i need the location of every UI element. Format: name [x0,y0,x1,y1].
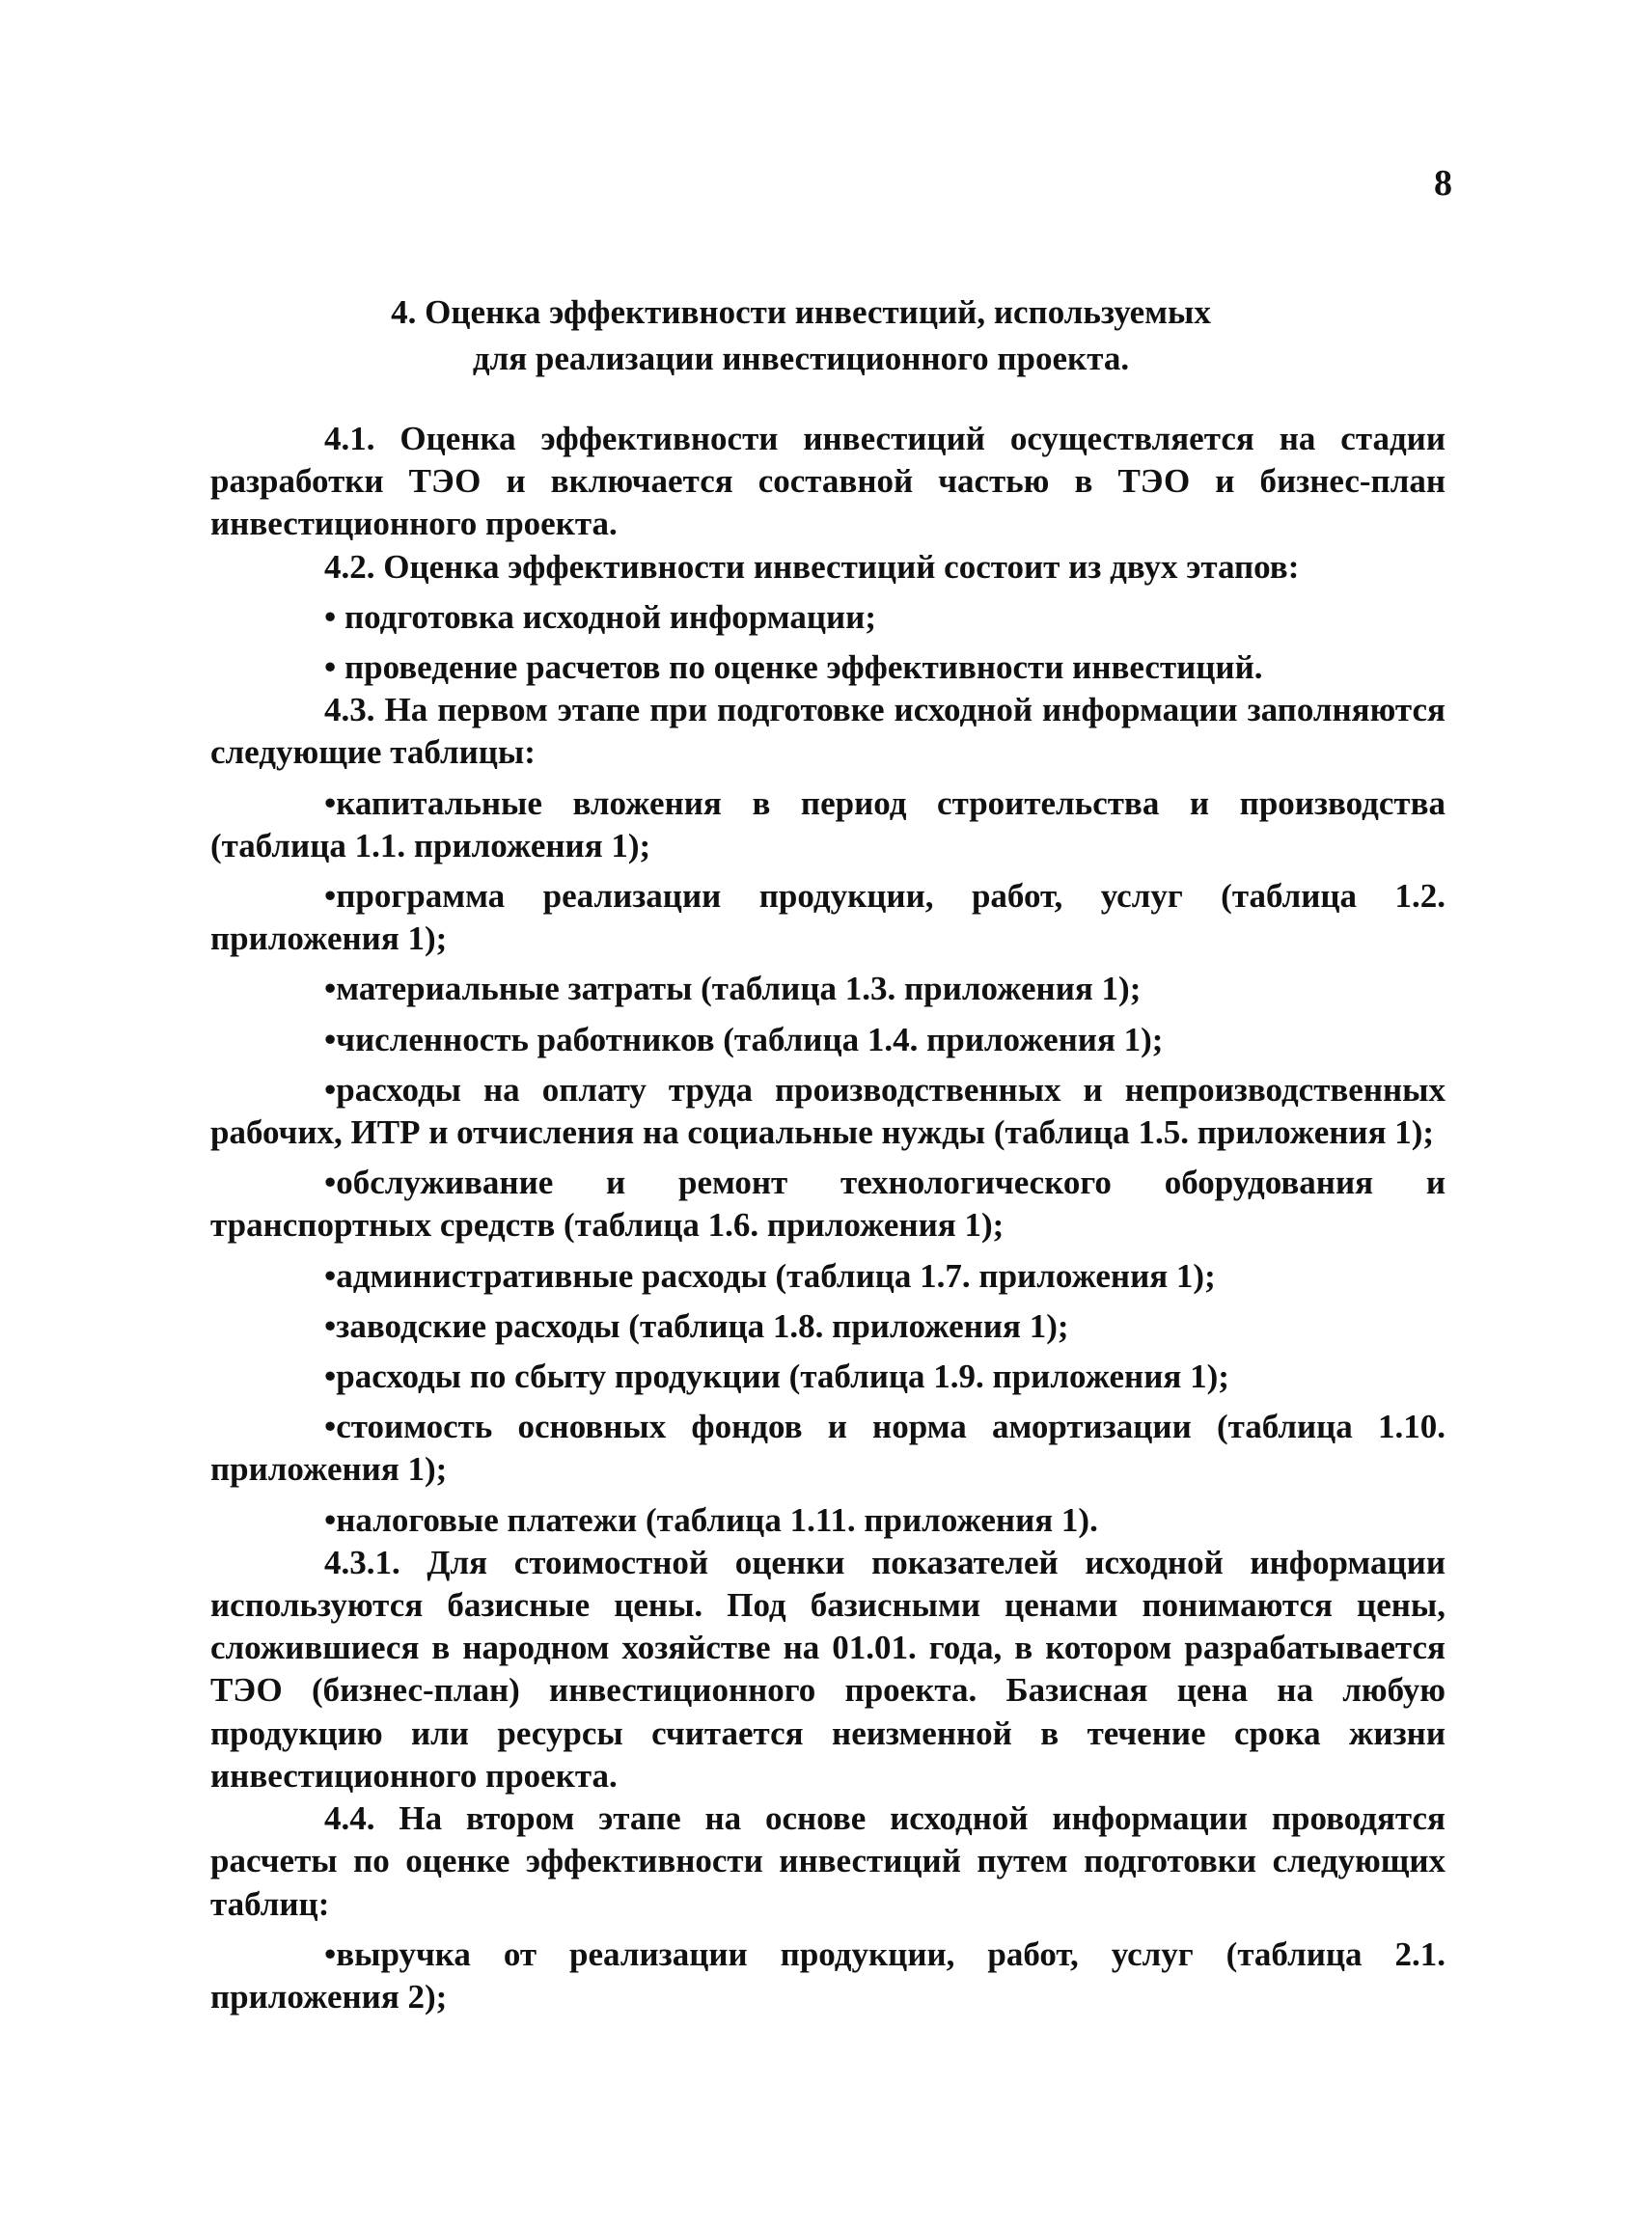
list-item: •расходы по сбыту продукции (таблица 1.9. приложения 1); [324,1358,1229,1396]
list-item: •стоимость основных фондов и норма амортизации (таблица 1.10. приложения 1); [210,1408,1446,1489]
list-item: •налоговые платежи (таблица 1.11. приложения 1). [324,1500,1098,1539]
list-item: •административные расходы (таблица 1.7. приложения 1); [324,1256,1216,1295]
list-item: •расходы на оплату труда производственных и непроизводственных рабочих, ИТР и отчисления на социальные нужды (таблица 1.5. приложения 1); [210,1070,1446,1152]
list-item: •выручка от реализации продукции, работ, услуг (таблица 2.1. приложения 2); [210,1934,1446,2016]
paragraph-4-3-1: 4.3.1. Для стоимостной оценки показателей исходной информации используются базисные цены. Под базисными ценами понимаются цены, сложившиеся в народном хозяйстве на 01.01. года, в котором разрабатывается ТЭО (бизнес-план) инвестиционного проекта. Базисная цена на любую продукцию или ресурсы считается неизменной в течение срока жизни инвестиционного проекта. [210,1543,1446,1795]
list-item: •обслуживание и ремонт технологического оборудования и транспортных средств (таблица 1.6. приложения 1); [210,1164,1446,1245]
body-text [210,418,1446,2018]
paragraph-4-3: 4.3. На первом этапе при подготовке исходной информации заполняются следующие таблицы: [210,691,1446,772]
heading-line-1: 4. Оценка эффективности инвестиций, используемых [391,293,1211,331]
paragraph-4-2: 4.2. Оценка эффективности инвестиций состоит из двух этапов: [324,547,1300,586]
list-item: •заводские расходы (таблица 1.8. приложения 1); [324,1306,1069,1345]
list-item: • подготовка исходной информации; [324,597,876,636]
list-item: •материальные затраты (таблица 1.3. приложения 1); [324,970,1142,1008]
list-item: •программа реализации продукции, работ, услуг (таблица 1.2. приложения 1); [210,877,1446,958]
list-item: •численность работников (таблица 1.4. приложения 1); [324,1020,1164,1058]
page-number: 8 [1434,163,1452,204]
paragraph-4-1: 4.1. Оценка эффективности инвестиций осуществляется на стадии разработки ТЭО и включается составной частью в ТЭО и бизнес-план инвестиционного проекта. [210,420,1446,543]
section-heading [386,289,1216,382]
list-item: •капитальные вложения в период строительства и производства (таблица 1.1. приложения 1); [210,783,1446,864]
paragraph-4-4: 4.4. На втором этапе на основе исходной информации проводятся расчеты по оценке эффективности инвестиций путем подготовки следующих таблиц: [210,1799,1446,1923]
list-item: • проведение расчетов по оценке эффективности инвестиций. [324,648,1263,687]
heading-line-2: для реализации инвестиционного проекта. [472,340,1130,377]
